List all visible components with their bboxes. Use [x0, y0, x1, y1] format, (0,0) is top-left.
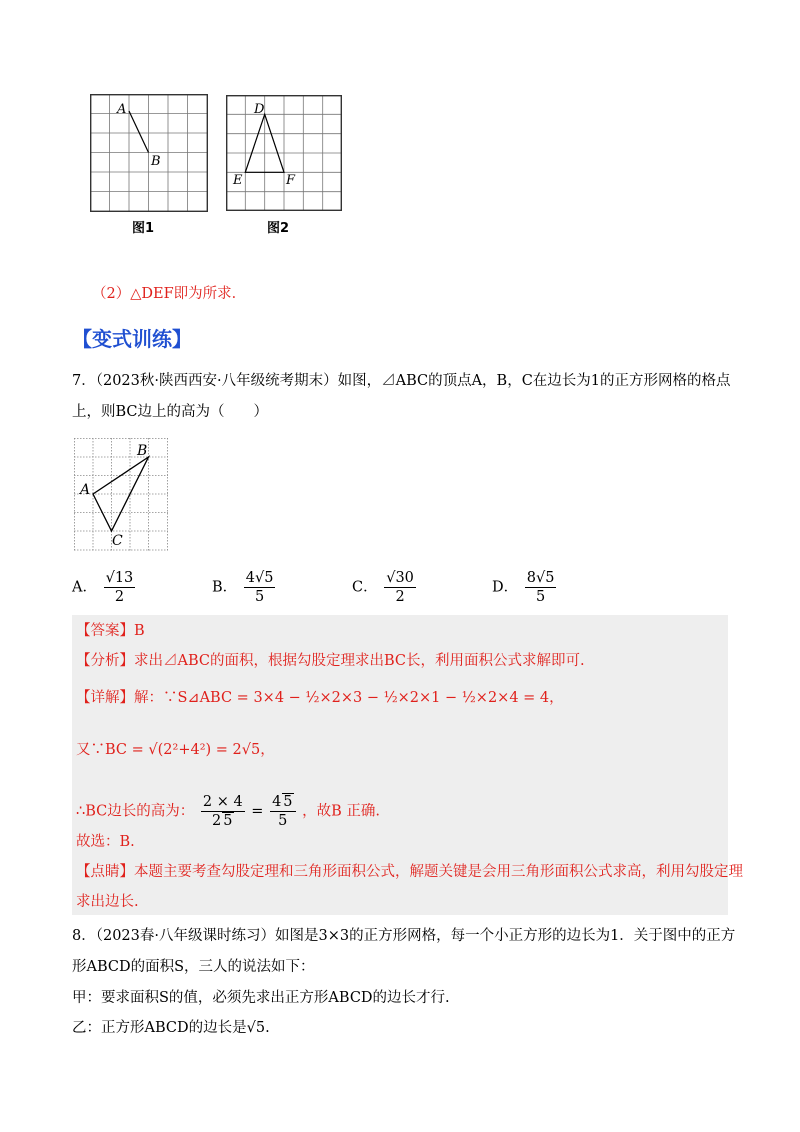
q7-option-c[interactable]: C． $\frac{√30}{2}$ — [352, 570, 414, 605]
q7-step3-suffix: ，故B 正确. — [302, 803, 381, 820]
q7-label-b: B — [137, 443, 148, 459]
fig2-label-e: E — [233, 173, 243, 188]
fig2-label-d: D — [254, 102, 265, 117]
segment-ab — [129, 111, 149, 153]
figure-1-caption: 图1 — [132, 221, 155, 236]
figure-2-grid — [226, 95, 342, 211]
q7-option-d[interactable]: D． $\frac{8√5}{5}$ — [492, 570, 555, 605]
q7-choose: 故选：B. — [76, 834, 135, 850]
q7-detail-tag: 【详解】 — [76, 690, 134, 706]
q7-comment-tag: 【点睛】 — [76, 864, 134, 880]
prev-answer-line: （2）△DEF即为所求． — [92, 286, 247, 302]
q8-stem-line3: 甲：要求面积S的值，必须先求出正方形ABCD的边长才行. — [72, 990, 450, 1006]
q7-analysis — [76, 651, 585, 671]
figure-2-caption: 图2 — [267, 221, 290, 236]
q7-option-a[interactable]: A． $\frac{√13}{2}$ — [72, 570, 134, 605]
q7-option-b[interactable]: B． $\frac{4√5}{5}$ — [212, 570, 274, 605]
q7-detail-text: 解：∵S⊿ABC = 3×4 − ½×2×3 − ½×2×1 − ½×2×4 = 4， — [134, 690, 564, 706]
q7-label-c: C — [112, 533, 123, 549]
figure-1-grid — [90, 94, 208, 212]
q7-label-a: A — [80, 482, 91, 498]
fig1-label-b: B — [151, 154, 161, 169]
q7-detail — [76, 688, 564, 708]
q7-answer: 【答案】B — [76, 623, 145, 639]
q8-stem-line2: 形ABCD的面积S，三人的说法如下： — [72, 959, 315, 975]
q7-analysis-tag: 【分析】 — [76, 653, 134, 669]
q8-stem-line1: 8．（2023春·八年级课时练习）如图是3×3的正方形网格，每一个小正方形的边长为1．关于图中的正方 — [72, 928, 736, 944]
section-title: 【变式训练】 — [72, 327, 192, 351]
fig1-label-a: A — [117, 102, 127, 117]
q7-comment-line2: 求出边长. — [76, 894, 139, 910]
q7-step3: ∴BC边长的高为： $\frac{2 \times 4}{2 5}$ = $\frac{4 5}{5}$ ，故B 正确. — [76, 794, 381, 829]
q7-comment-line1: 【点睛】本题主要考查勾股定理和三角形面积公式，解题关键是会用三角形面积公式求高，利用勾股定理 — [76, 864, 743, 880]
q7-stem-line2: 上，则BC边上的高为（ ） — [72, 404, 269, 420]
figure-1 — [90, 94, 208, 212]
q7-analysis-text: 求出⊿ABC的面积，根据勾股定理求出BC长，利用面积公式求解即可. — [134, 653, 585, 669]
q7-step2: 又∵BC = √(2²+4²) = 2√5， — [76, 742, 275, 758]
q7-stem-line1: 7．（2023秋·陕西西安·八年级统考期末）如图，⊿ABC的顶点A，B，C在边长为1的正方形网格的格点 — [72, 373, 731, 389]
fig2-label-f: F — [286, 173, 296, 188]
q7-step3-prefix: ∴BC边长的高为： — [76, 803, 195, 820]
figure-2 — [226, 95, 342, 211]
q8-stem-line4: 乙：正方形ABCD的边长是√5. — [72, 1020, 270, 1036]
